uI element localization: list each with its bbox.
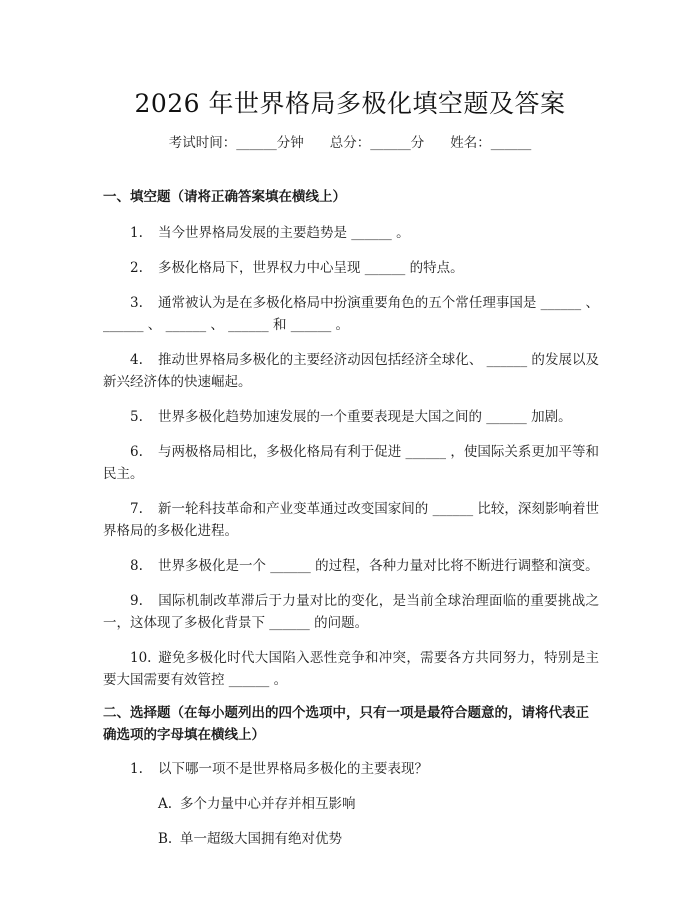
section-heading-multiple-choice: 二、选择题（在每小题列出的四个选项中，只有一项是最符合题意的，请将代表正确选项的字母填在横线上） [103,705,589,743]
section-heading-fill-blank: 一、填空题（请将正确答案填在横线上） [103,189,346,205]
question-item [103,758,599,780]
question-number: 1. [130,225,143,241]
question-text: 与两极格局相比，多极化格局有利于促进 ______ ，使国际关系更加平等和民主。 [103,444,599,482]
question-item [103,441,599,485]
question-item [103,555,599,577]
question-item [103,498,599,542]
question-text: 以下哪一项不是世界格局多极化的主要表现？ [158,761,428,777]
question-text: 新一轮科技革命和产业变革通过改变国家间的 ______ 比较，深刻影响着世界格局的多极化进程。 [103,501,599,539]
question-number: 2. [130,260,143,276]
question-number: 5. [130,409,143,425]
question-number: 9. [130,593,143,609]
question-number: 1. [130,761,143,777]
question-text: 世界多极化是一个 ______ 的过程，各种力量对比将不断进行调整和演变。 [158,558,599,574]
question-number: 6. [130,444,143,460]
question-text: 推动世界格局多极化的主要经济动因包括经济全球化、 ______ 的发展以及新兴经济体的快速崛起。 [103,352,599,390]
option-label: A. [158,796,173,812]
question-text: 多极化格局下，世界权力中心呈现 ______ 的特点。 [158,260,464,276]
page-title: 2026 年世界格局多极化填空题及答案 [134,89,566,118]
question-text: 国际机制改革滞后于力量对比的变化，是当前全球治理面临的重要挑战之一，这体现了多极化背景下 ______ 的问题。 [103,593,599,631]
question-item [103,590,599,634]
question-number: 3. [130,295,143,311]
option-item [103,793,599,815]
question-item [103,406,599,428]
question-text: 避免多极化时代大国陷入恶性竞争和冲突，需要各方共同努力，特别是主要大国需要有效管控 ______ 。 [103,650,599,688]
question-item [103,257,599,279]
exam-score: 总分：______分 [329,135,425,151]
question-text: 当今世界格局发展的主要趋势是 ______ 。 [158,225,410,241]
question-number: 8. [130,558,143,574]
question-number: 10. [130,650,152,666]
exam-time: 考试时间：______分钟 [168,135,304,151]
question-text: 世界多极化趋势加速发展的一个重要表现是大国之间的 ______ 加剧。 [158,409,572,425]
question-number: 4. [130,352,143,368]
exam-content [103,186,599,850]
question-item [103,222,599,244]
question-text: 通常被认为是在多极化格局中扮演重要角色的五个常任理事国是 ______ 、 ______ 、 ______ 、 ______ 和 ______ 。 [103,295,599,333]
option-label: B. [158,831,173,847]
exam-name: 姓名：______ [450,135,532,151]
option-item [103,828,599,850]
exam-info-line [0,131,700,151]
question-item [103,349,599,393]
question-number: 7. [130,501,143,517]
option-text: 单一超级大国拥有绝对优势 [180,831,342,847]
option-text: 多个力量中心并存并相互影响 [180,796,356,812]
question-item [103,292,599,336]
question-item [103,647,599,691]
